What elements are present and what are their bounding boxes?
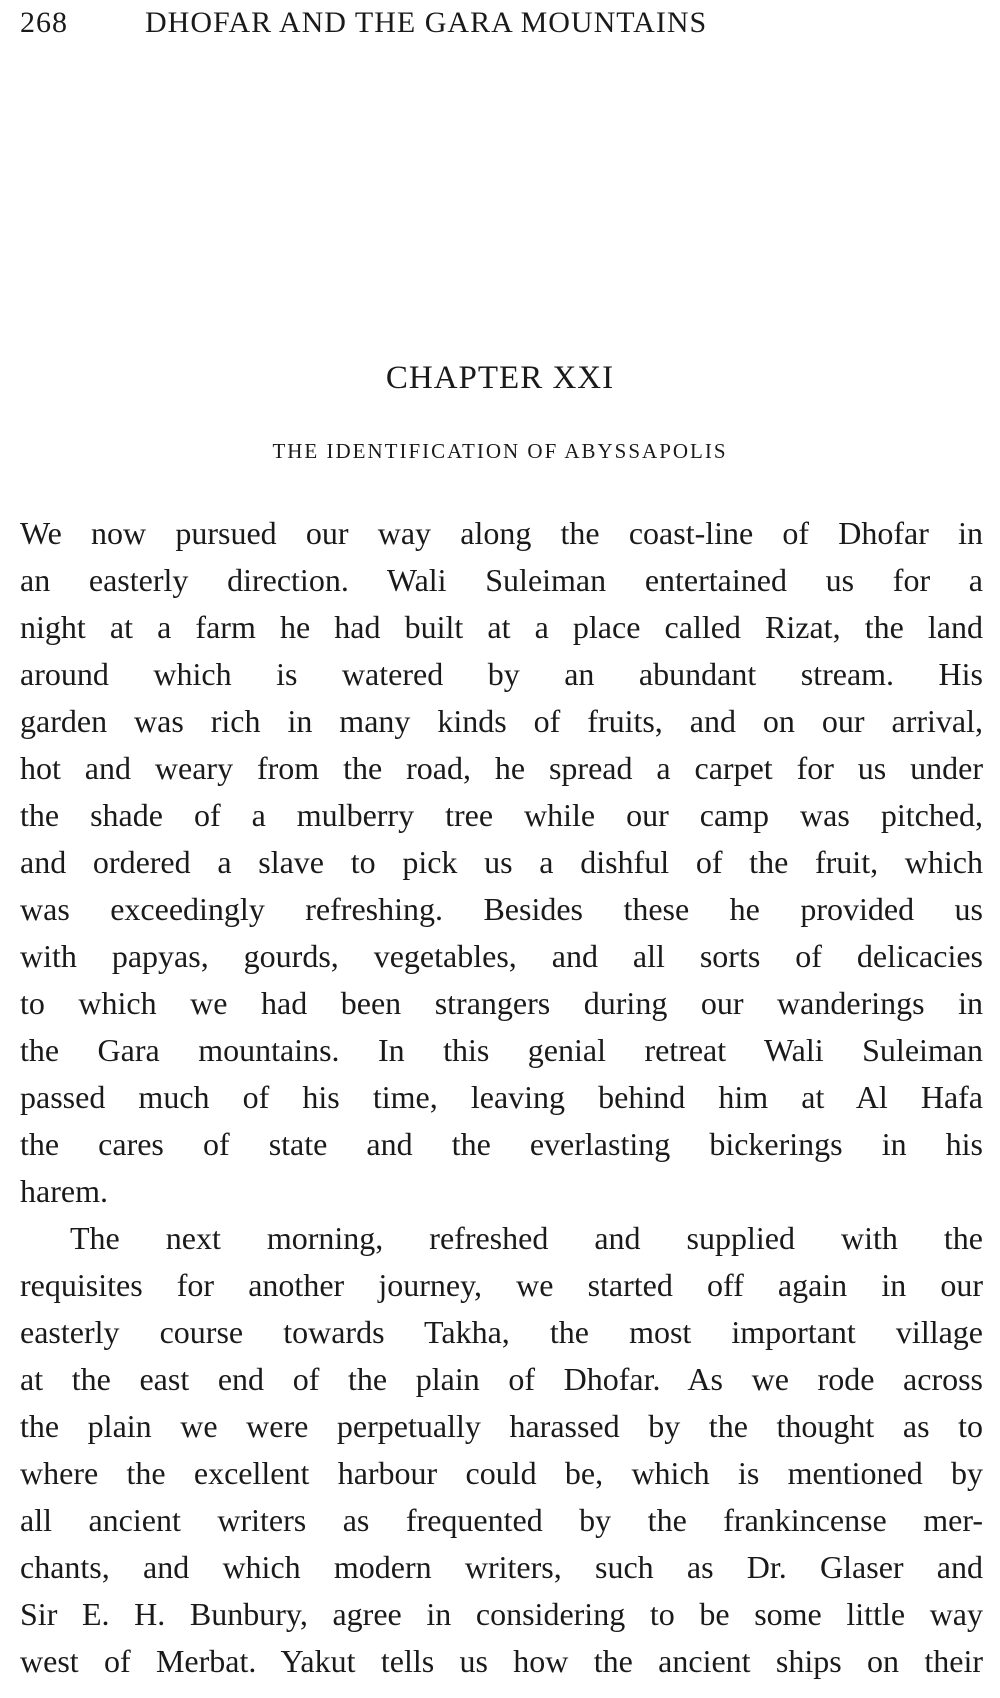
running-title: DHOFAR AND THE GARA MOUNTAINS bbox=[145, 6, 708, 39]
text-line: the Gara mountains. In this genial retreat Wali Suleiman bbox=[20, 1032, 983, 1068]
text-line: an easterly direction. Wali Suleiman entertained us for a bbox=[20, 562, 983, 598]
text-line: hot and weary from the road, he spread a carpet for us under bbox=[20, 750, 983, 786]
text-line: to which we had been strangers during our wanderings in bbox=[20, 985, 983, 1021]
chapter-title: CHAPTER XXI bbox=[385, 360, 615, 396]
text-line: the cares of state and the everlasting bickerings in his bbox=[20, 1126, 983, 1162]
running-header bbox=[20, 6, 980, 46]
text-line: easterly course towards Takha, the most important village bbox=[20, 1314, 983, 1350]
text-line: was exceedingly refreshing. Besides these he provided us bbox=[20, 891, 983, 927]
text-line: with papyas, gourds, vegetables, and all sorts of delicacies bbox=[20, 938, 983, 974]
text-line: passed much of his time, leaving behind him at Al Hafa bbox=[20, 1079, 983, 1115]
text-line: all ancient writers as frequented by the frankincense mer- bbox=[20, 1502, 983, 1538]
text-line: harem. bbox=[20, 1173, 108, 1209]
text-line: The next morning, refreshed and supplied with the bbox=[70, 1220, 983, 1256]
text-line: the plain we were perpetually harassed by the thought as to bbox=[20, 1408, 983, 1444]
text-line: around which is watered by an abundant stream. His bbox=[20, 656, 983, 692]
text-line: Sir E. H. Bunbury, agree in considering to be some little way bbox=[20, 1596, 983, 1632]
chapter-subtitle: THE IDENTIFICATION OF ABYSSAPOLIS bbox=[272, 439, 728, 463]
text-line: west of Merbat. Yakut tells us how the ancient ships on their bbox=[20, 1643, 983, 1679]
body-text bbox=[20, 510, 983, 1685]
text-line: the shade of a mulberry tree while our camp was pitched, bbox=[20, 797, 983, 833]
text-line: night at a farm he had built at a place called Rizat, the land bbox=[20, 609, 983, 645]
text-line: where the excellent harbour could be, which is mentioned by bbox=[20, 1455, 983, 1491]
text-line: garden was rich in many kinds of fruits, and on our arrival, bbox=[20, 703, 983, 739]
text-line: at the east end of the plain of Dhofar. As we rode across bbox=[20, 1361, 983, 1397]
text-line: and ordered a slave to pick us a dishful of the fruit, which bbox=[20, 844, 983, 880]
text-line: We now pursued our way along the coast-line of Dhofar in bbox=[20, 515, 983, 551]
text-line: chants, and which modern writers, such as Dr. Glaser and bbox=[20, 1549, 983, 1585]
text-line: requisites for another journey, we started off again in our bbox=[20, 1267, 983, 1303]
page-number: 268 bbox=[20, 6, 68, 39]
